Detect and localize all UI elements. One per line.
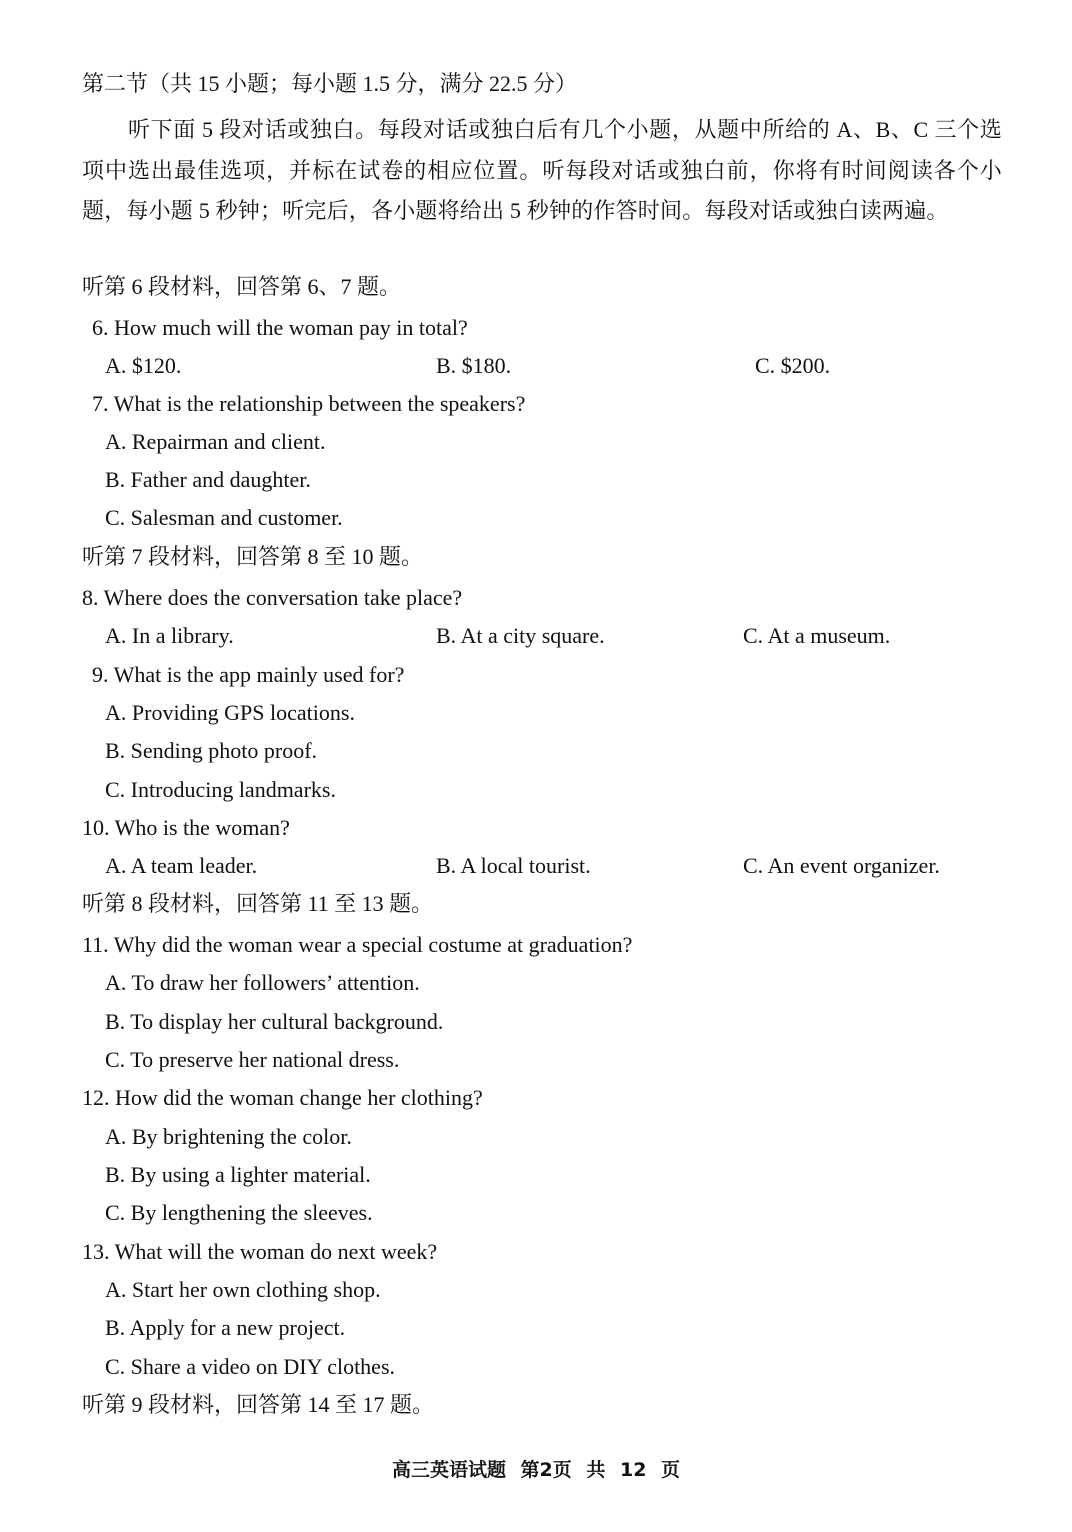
question-12-option-c: C. By lengthening the sleeves. bbox=[105, 1200, 373, 1225]
group-heading-8: 听第 8 段材料，回答第 11 至 13 题。 bbox=[82, 891, 434, 916]
group-heading-7: 听第 7 段材料，回答第 8 至 10 题。 bbox=[82, 544, 424, 569]
question-9-option-a: A. Providing GPS locations. bbox=[105, 700, 355, 725]
question-6-stem: 6. How much will the woman pay in total? bbox=[92, 315, 468, 340]
question-7-option-c: C. Salesman and customer. bbox=[105, 505, 343, 530]
question-6-option-a: A. $120. bbox=[105, 353, 182, 378]
question-13-option-b: B. Apply for a new project. bbox=[105, 1315, 346, 1340]
question-7-stem: 7. What is the relationship between the speakers? bbox=[92, 391, 526, 416]
question-6-option-b: B. $180. bbox=[436, 353, 512, 378]
question-8-stem: 8. Where does the conversation take place? bbox=[82, 585, 463, 610]
question-12-option-a: A. By brightening the color. bbox=[105, 1124, 352, 1149]
question-13-option-a: A. Start her own clothing shop. bbox=[105, 1277, 381, 1302]
question-9-option-b: B. Sending photo proof. bbox=[105, 738, 318, 763]
section-heading: 第二节（共 15 小题；每小题 1.5 分，满分 22.5 分） bbox=[82, 71, 578, 96]
question-6-option-c: C. $200. bbox=[755, 353, 831, 378]
section-instructions: 听下面 5 段对话或独白。每段对话或独白后有几个小题，从题中所给的 A、B、C 三个选项中选出最佳选项，并标在试卷的相应位置。听每段对话或独白前，你将有时间阅读各个小题，每小题 5 秒钟；听完后，各小题将给出 5 秒钟的作答时间。每段对话或独白读两遍。 bbox=[82, 117, 1002, 223]
question-12-stem: 12. How did the woman change her clothing? bbox=[82, 1085, 483, 1110]
question-11-option-b: B. To display her cultural background. bbox=[105, 1009, 444, 1034]
question-8-option-b: B. At a city square. bbox=[436, 623, 605, 648]
question-13-stem: 13. What will the woman do next week? bbox=[82, 1239, 438, 1264]
question-9-option-c: C. Introducing landmarks. bbox=[105, 777, 336, 802]
group-heading-9: 听第 9 段材料，回答第 14 至 17 题。 bbox=[82, 1392, 435, 1417]
question-12-option-b: B. By using a lighter material. bbox=[105, 1162, 371, 1187]
question-10-stem: 10. Who is the woman? bbox=[82, 815, 290, 840]
question-11-option-a: A. To draw her followers’ attention. bbox=[105, 970, 420, 995]
question-7-option-b: B. Father and daughter. bbox=[105, 467, 311, 492]
question-8-option-a: A. In a library. bbox=[105, 623, 234, 648]
question-9-stem: 9. What is the app mainly used for? bbox=[92, 662, 405, 687]
question-11-stem: 11. Why did the woman wear a special costume at graduation? bbox=[82, 932, 633, 957]
question-7-option-a: A. Repairman and client. bbox=[105, 429, 326, 454]
question-10-option-a: A. A team leader. bbox=[105, 853, 258, 878]
question-10-option-c: C. An event organizer. bbox=[743, 853, 940, 878]
question-13-option-c: C. Share a video on DIY clothes. bbox=[105, 1354, 396, 1379]
group-heading-6: 听第 6 段材料，回答第 6、7 题。 bbox=[82, 274, 402, 299]
question-10-option-b: B. A local tourist. bbox=[436, 853, 591, 878]
question-11-option-c: C. To preserve her national dress. bbox=[105, 1047, 400, 1072]
page-footer: 高三英语试题 第2页 共 12 页 bbox=[391, 1459, 681, 1481]
question-8-option-c: C. At a museum. bbox=[743, 623, 891, 648]
